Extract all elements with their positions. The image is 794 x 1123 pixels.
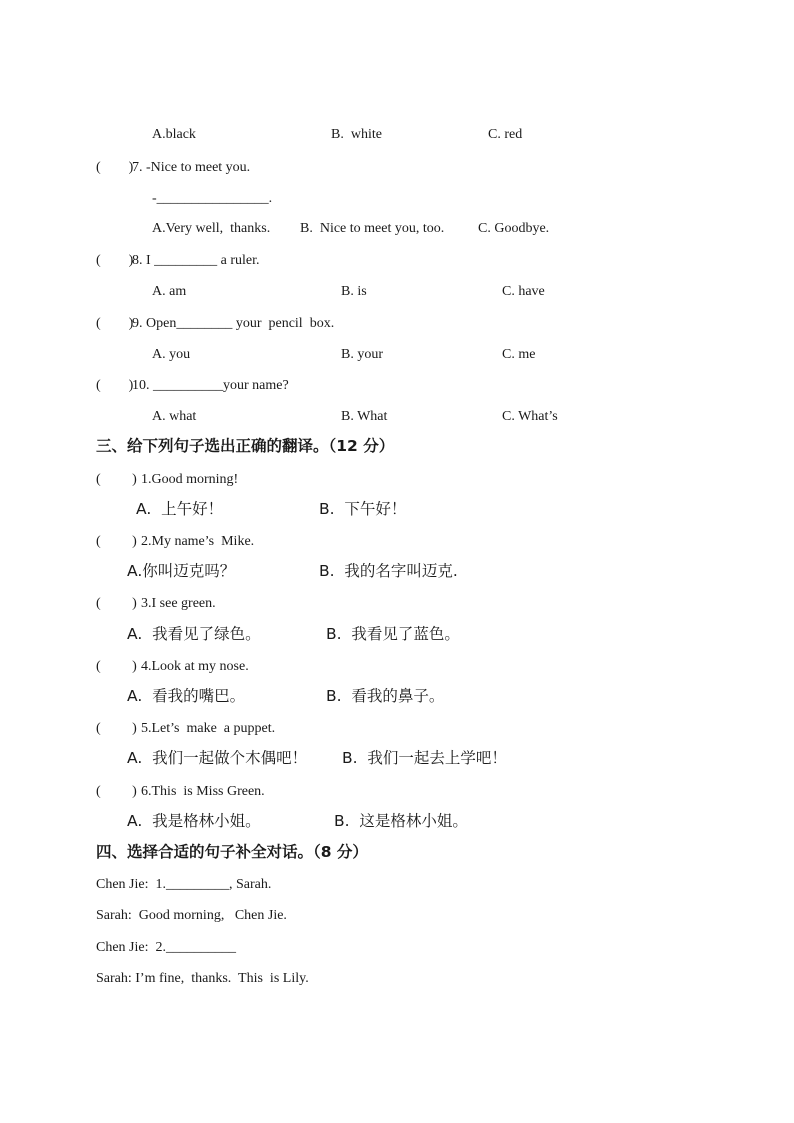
q9-option-a: A. you bbox=[152, 347, 191, 362]
p3-q5-answer-paren: ( ) bbox=[96, 721, 137, 736]
p3-q2-answer-paren: ( ) bbox=[96, 534, 137, 549]
p3-q5-stem: 5.Let’s make a puppet. bbox=[141, 721, 276, 736]
section-4-heading: 四、选择合适的句子补全对话。（8 分） bbox=[96, 843, 368, 861]
p3-q6-option-a: A. 我是格林小姐。 bbox=[127, 812, 261, 830]
q8-option-c: C. have bbox=[502, 284, 545, 299]
dialog-line-3: Chen Jie: 2.__________ bbox=[96, 940, 236, 955]
p3-q2-option-a: A.你叫迈克吗？ bbox=[127, 562, 236, 580]
p3-q6-answer-paren: ( ) bbox=[96, 784, 137, 799]
p3-q3-stem: 3.I see green. bbox=[141, 596, 216, 611]
p3-q3-option-b: B. 我看见了蓝色。 bbox=[326, 625, 460, 643]
dialog-line-4: Sarah: I’m fine, thanks. This is Lily. bbox=[96, 971, 309, 986]
q10-stem: 10. __________your name? bbox=[132, 378, 289, 393]
q7-option-c: C. Goodbye. bbox=[478, 221, 550, 236]
section-3-heading: 三、给下列句子选出正确的翻译。（12 分） bbox=[96, 437, 395, 455]
q6-option-a: A.black bbox=[152, 127, 196, 142]
p3-q4-answer-paren: ( ) bbox=[96, 659, 137, 674]
q9-option-b: B. your bbox=[341, 347, 383, 362]
p3-q4-option-a: A. 看我的嘴巴。 bbox=[127, 687, 246, 705]
p3-q6-option-b: B. 这是格林小姐。 bbox=[334, 812, 468, 830]
q8-option-a: A. am bbox=[152, 284, 187, 299]
q9-stem: 9. Open________ your pencil box. bbox=[132, 316, 335, 331]
q6-option-b: B. white bbox=[331, 127, 382, 142]
q8-stem: 8. I _________ a ruler. bbox=[132, 253, 260, 268]
p3-q1-option-a: A. 上午好！ bbox=[136, 500, 224, 518]
q7-stem: 7. -Nice to meet you. bbox=[132, 160, 251, 175]
q9-answer-paren: ( ) bbox=[96, 316, 134, 331]
p3-q1-stem: 1.Good morning! bbox=[141, 472, 239, 487]
p3-q2-stem: 2.My name’s Mike. bbox=[141, 534, 255, 549]
q7-reply-blank: -________________. bbox=[152, 191, 273, 206]
q9-option-c: C. me bbox=[502, 347, 536, 362]
p3-q1-answer-paren: ( ) bbox=[96, 472, 137, 487]
p3-q4-stem: 4.Look at my nose. bbox=[141, 659, 249, 674]
dialog-line-2: Sarah: Good morning, Chen Jie. bbox=[96, 908, 287, 923]
p3-q5-option-b: B. 我们一起去上学吧！ bbox=[342, 749, 507, 767]
p3-q2-option-b: B. 我的名字叫迈克. bbox=[319, 562, 458, 580]
q8-option-b: B. is bbox=[341, 284, 367, 299]
q10-option-c: C. What’s bbox=[502, 409, 558, 424]
q7-option-a: A.Very well, thanks. bbox=[152, 221, 271, 236]
p3-q3-option-a: A. 我看见了绿色。 bbox=[127, 625, 261, 643]
q10-option-b: B. What bbox=[341, 409, 388, 424]
p3-q5-option-a: A. 我们一起做个木偶吧！ bbox=[127, 749, 308, 767]
q6-option-c: C. red bbox=[488, 127, 523, 142]
q10-answer-paren: ( ) bbox=[96, 378, 134, 393]
q7-option-b: B. Nice to meet you, too. bbox=[300, 221, 445, 236]
p3-q3-answer-paren: ( ) bbox=[96, 596, 137, 611]
q7-answer-paren: ( ) bbox=[96, 160, 134, 175]
p3-q1-option-b: B. 下午好！ bbox=[319, 500, 407, 518]
q8-answer-paren: ( ) bbox=[96, 253, 134, 268]
p3-q4-option-b: B. 看我的鼻子。 bbox=[326, 687, 445, 705]
q10-option-a: A. what bbox=[152, 409, 197, 424]
dialog-line-1: Chen Jie: 1._________, Sarah. bbox=[96, 877, 272, 892]
p3-q6-stem: 6.This is Miss Green. bbox=[141, 784, 265, 799]
